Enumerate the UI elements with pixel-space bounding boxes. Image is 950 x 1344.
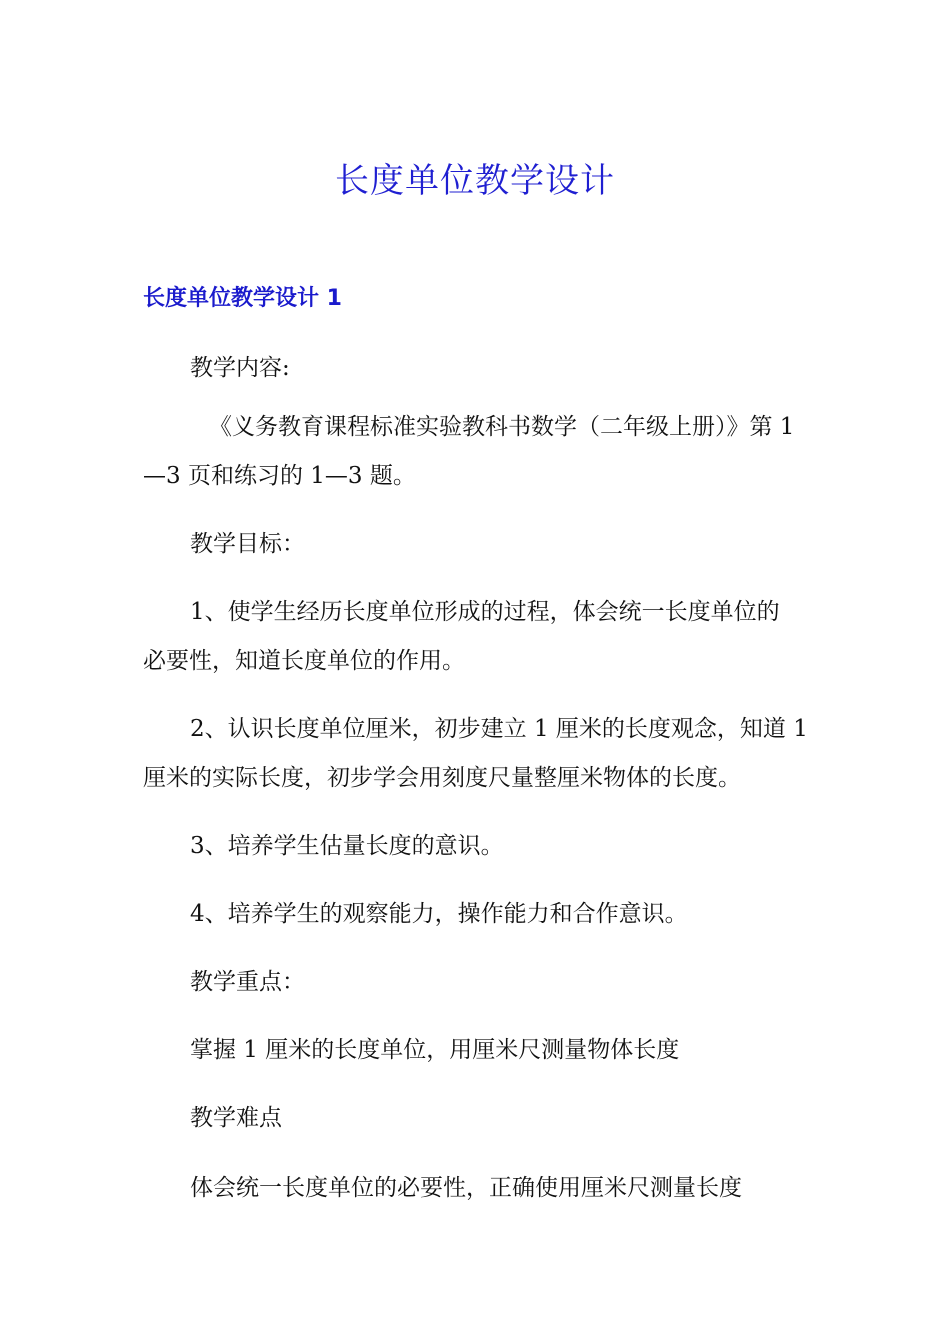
goal-4: 4、培养学生的观察能力，操作能力和合作意识。 [190, 901, 688, 927]
goal-2-line-2: 厘米的实际长度，初步学会用刻度尺量整厘米物体的长度。 [143, 765, 741, 791]
goal-3: 3、培养学生估量长度的意识。 [190, 833, 504, 859]
goal-2-line-1: 2、认识长度单位厘米，初步建立 1 厘米的长度观念，知道 1 [190, 716, 808, 742]
document-title: 长度单位教学设计 [335, 161, 615, 201]
content-label: 教学内容: [190, 355, 290, 381]
goal-1-line-1: 1、使学生经历长度单位形成的过程，体会统一长度单位的 [190, 599, 780, 625]
goals-label: 教学目标： [190, 531, 305, 557]
textbook-line-1: 《义务教育课程标准实验教科书数学（二年级上册）》第 1 [209, 414, 795, 440]
key-points-text: 掌握 1 厘米的长度单位，用厘米尺测量物体长度 [190, 1037, 680, 1063]
textbook-line-2: —3 页和练习的 1—3 题。 [143, 463, 416, 489]
difficulty-text: 体会统一长度单位的必要性，正确使用厘米尺测量长度 [190, 1175, 742, 1201]
goal-1-line-2: 必要性，知道长度单位的作用。 [143, 648, 465, 674]
difficulty-label: 教学难点 [190, 1105, 282, 1131]
section-heading: 长度单位教学设计 1 [143, 286, 342, 311]
key-points-label: 教学重点： [190, 969, 305, 995]
